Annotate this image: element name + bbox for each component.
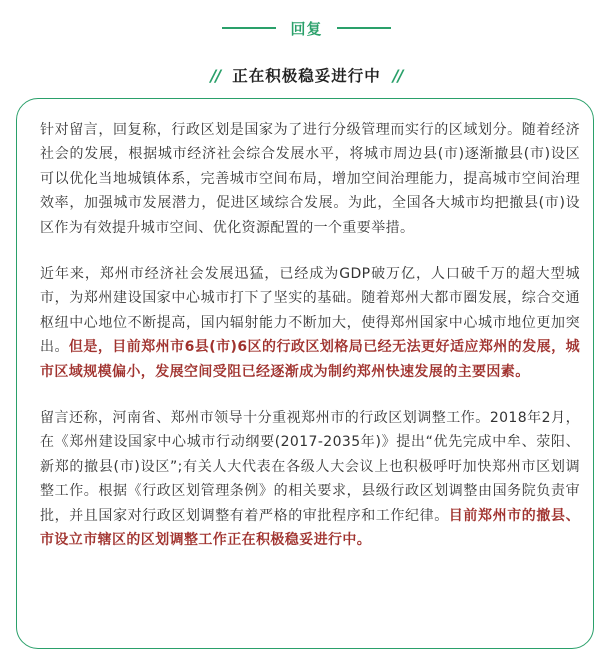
paragraph-3 <box>40 406 580 552</box>
paragraph-3-highlight: 目前郑州市的撤县、市设立市辖区的区划调整工作正在积极稳妥进行中。 <box>40 507 580 549</box>
paragraph-3-text: 留言还称，河南省、郑州市领导十分重视郑州市的行政区划调整工作。2018年2月，在《郑州建设国家中心城市行动纲要(2017-2035年)》提出“优先完成中牟、荥阳、新郑的撤县(市)设区”;有关人大代表在各级人大会议上也积极呼吁加快郑州市区划调整工作。根据《行政区划管理条例》的相关要求，县级行政区划调整由国务院负责审批，并且国家对行政区划调整有着严格的审批程序和工作纪律。 <box>40 410 580 524</box>
section-subtitle: 正在积极稳妥进行中 <box>232 67 381 85</box>
divider-left <box>222 27 276 29</box>
slash-decoration-right: // <box>392 65 403 85</box>
subtitle-row <box>0 60 613 90</box>
paragraph-2-text: 近年来，郑州市经济社会发展迅猛，已经成为GDP破万亿，人口破千万的超大型城市，为郑州建设国家中心城市打下了坚实的基础。随着郑州大都市圈发展，综合交通枢纽中心地位不断提高，国内辐射能力不断加大，使得郑州国家中心城市地位更加突出。 <box>40 266 580 356</box>
divider-right <box>337 27 391 29</box>
paragraph-1-text: 针对留言，回复称，行政区划是国家为了进行分级管理而实行的区域划分。随着经济社会的发展，根据城市经济社会综合发展水平，将城市周边县(市)逐渐撤县(市)设区可以优化当地城镇体系，完善城市空间布局，增加空间治理能力，提高城市空间治理效率，加强城市发展潜力，促进区域综合发展。为此，全国各大城市均把撤县(市)设区作为有效提升城市空间、优化资源配置的一个重要举措。 <box>40 122 580 236</box>
reply-header <box>0 14 613 42</box>
reply-title: 回复 <box>290 19 323 38</box>
paragraph-1 <box>40 118 580 240</box>
paragraph-2-highlight: 但是，目前郑州市6县(市)6区的行政区划格局已经无法更好适应郑州的发展，城市区域规模偏小，发展空间受阻已经逐渐成为制约郑州快速发展的主要因素。 <box>40 339 580 380</box>
article-body <box>40 118 580 575</box>
paragraph-2 <box>40 262 580 384</box>
slash-decoration-left: // <box>210 65 221 85</box>
